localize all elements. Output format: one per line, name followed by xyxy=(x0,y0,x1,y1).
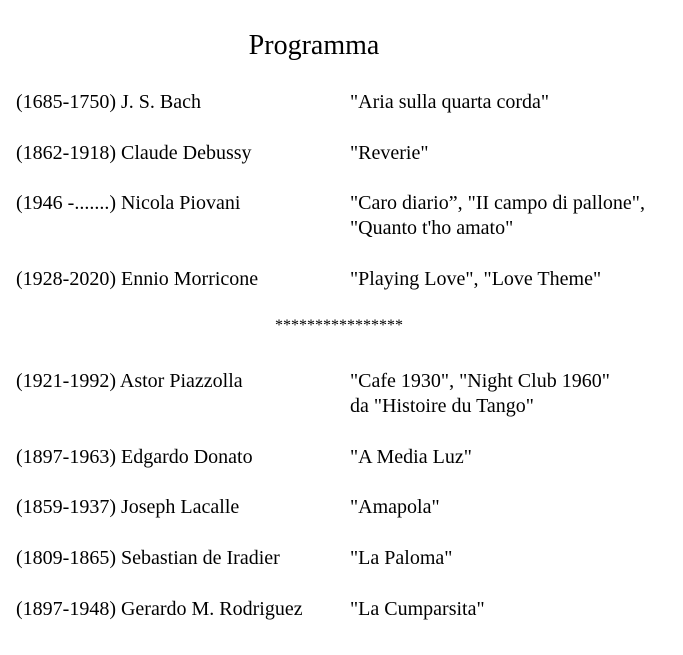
work-line: "La Cumparsita" xyxy=(350,598,485,620)
page-title: Programma xyxy=(248,30,380,61)
works xyxy=(350,445,472,470)
composer: (1897-1948) Gerardo M. Rodriguez xyxy=(16,598,303,620)
composer: (1685-1750) J. S. Bach xyxy=(16,91,201,113)
composer: (1809-1865) Sebastian de Iradier xyxy=(16,547,280,569)
section-separator: **************** xyxy=(275,317,403,334)
composer: (1928-2020) Ennio Morricone xyxy=(16,268,259,290)
composer: (1946 -.......) Nicola Piovani xyxy=(16,192,241,214)
works xyxy=(350,90,549,115)
work-line: "La Paloma" xyxy=(350,547,453,569)
work-line: "Caro diario”, "II campo di pallone", xyxy=(350,192,645,214)
works xyxy=(350,191,645,241)
works xyxy=(350,267,601,292)
work-line: "Amapola" xyxy=(350,496,440,518)
composer: (1921-1992) Astor Piazzolla xyxy=(16,370,243,392)
composer: (1862-1918) Claude Debussy xyxy=(16,142,252,164)
work-line: da "Histoire du Tango" xyxy=(350,395,534,417)
works xyxy=(350,546,452,571)
work-line: "Playing Love", "Love Theme" xyxy=(350,268,602,290)
work-line: "Cafe 1930", "Night Club 1960" xyxy=(350,370,610,392)
work-line: "Quanto t'ho amato" xyxy=(350,217,514,239)
work-line: "Reverie" xyxy=(350,142,429,164)
composer: (1897-1963) Edgardo Donato xyxy=(16,446,253,468)
work-line: "Aria sulla quarta corda" xyxy=(350,91,550,113)
composer: (1859-1937) Joseph Lacalle xyxy=(16,496,240,518)
work-line: "A Media Luz" xyxy=(350,446,472,468)
works xyxy=(350,369,610,419)
works xyxy=(350,141,429,166)
works xyxy=(350,597,485,622)
works xyxy=(350,495,440,520)
